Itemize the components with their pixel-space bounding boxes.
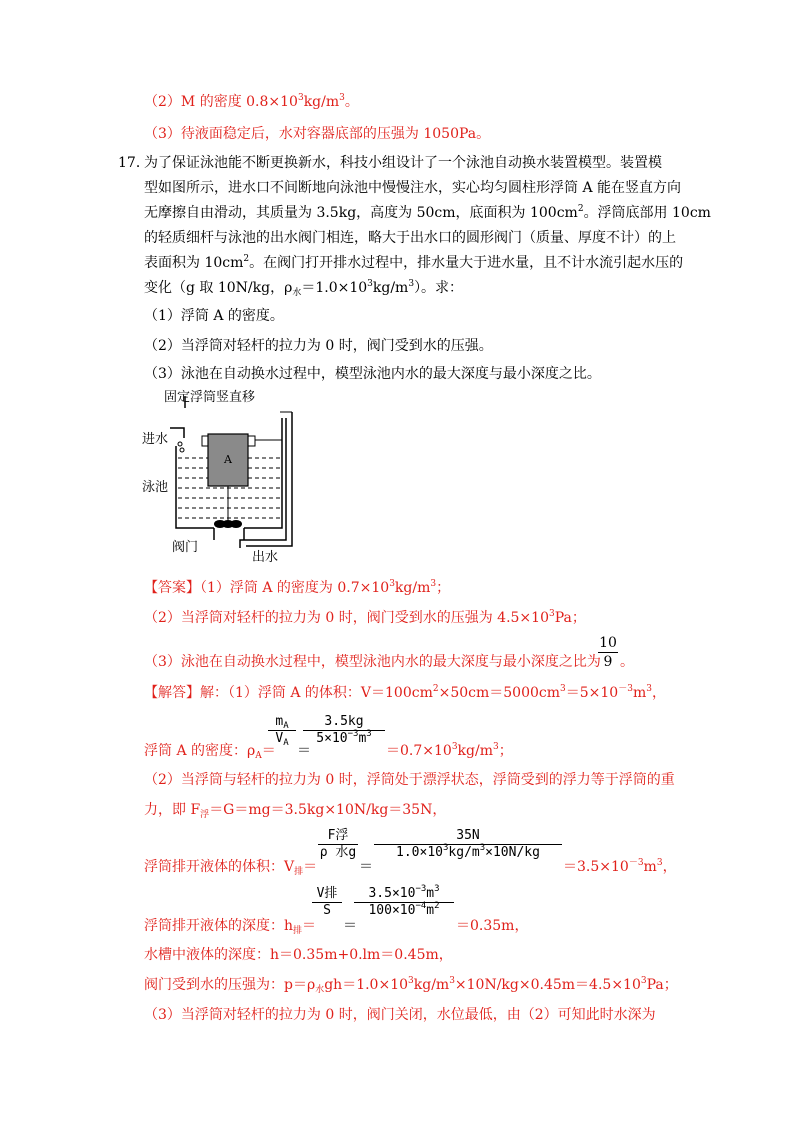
answer-2: （2）当浮筒对轻杆的拉力为 0 时，阀门受到水的压强为 $4.5\times 10^3Pa$； — [144, 609, 586, 626]
problem-line-1: 为了保证泳池能不断更换新水，科技小组设计了一个泳池自动换水装置模型。装置模 — [144, 155, 662, 171]
answer-1: 【答案】（1）浮筒 A 的密度为 $0.7\times 10^3kg/m^3$； — [144, 579, 451, 596]
diagram-label-float: A — [224, 453, 232, 466]
diagram-label-valve: 阀门 — [172, 540, 199, 555]
solution-5-label: 浮筒排开液体的深度：$h_排=$ — [144, 918, 317, 936]
answer-3-fraction: $\frac{10}{9}$ — [599, 635, 617, 670]
solution-2-fraction-1: $\frac{m_A}{V_A}$ — [268, 714, 296, 747]
solution-4-eq2: ＝ — [359, 859, 373, 875]
solution-4-fraction-2: $\frac{35N}{1.0\times 10^3kg/m^3\times 10N/kg}$ — [374, 828, 562, 861]
solution-7: 阀门受到水的压强为：$p=\rho_水gh=1.0\times 10^3kg/m^3\times 10N/kg\times 0.45m=4.5\times 10^3Pa$； — [144, 976, 678, 995]
diagram-label-pool: 泳池 — [142, 480, 169, 495]
solution-5-result: ＝0.35m， — [456, 918, 529, 934]
answer-tag: 【答案】 — [144, 580, 200, 596]
answer-3-end: 。 — [620, 654, 634, 670]
solution-4-label: 浮筒排开液体的体积：$V_排=$ — [144, 859, 318, 877]
solution-1: 【解答】解：（1）浮筒 A 的体积：$V=100cm^2\times 50cm=5000cm^3=5\times 10^{-3}m^3$， — [144, 684, 666, 701]
answer-3: （3）泳池在自动换水过程中，模型泳池内水的最大深度与最小深度之比为 — [144, 654, 601, 670]
prev-answer-3: （3）待液面稳定后，水对容器底部的压强为 1050Pa。 — [144, 126, 491, 142]
solution-5-eq2: ＝ — [343, 918, 357, 934]
solution-2-label: 浮筒 A 的密度：$\rho_A=$ — [144, 743, 276, 761]
question-1: （1）浮筒 A 的密度。 — [144, 308, 284, 324]
solution-6: 水槽中液体的深度：h＝0.35m+0.lm＝0.45m， — [144, 947, 453, 963]
problem-line-4: 的轻质细杆与泳池的出水阀门相连，略大于出水口的圆形阀门（质量、厚度不计）的上 — [144, 230, 676, 246]
prev-answer-2: （2）M 的密度 $0.8\times 10^3kg/m^3$。 — [144, 93, 359, 110]
solution-2-fraction-2: $\frac{3.5kg}{5\times 10^{-3}m^3}$ — [303, 714, 385, 747]
solution-4-fraction-1: F浮 ρ 水g — [319, 828, 357, 860]
solution-3b: 力，即 $F_浮=G=mg=3.5kg\times 10N/kg=35N$， — [144, 802, 447, 820]
problem-number: 17． — [118, 155, 150, 171]
problem-line-2: 型如图所示，进水口不间断地向泳池中慢慢注水，实心均匀圆柱形浮筒 A 能在竖直方向 — [144, 180, 682, 196]
solution-5-fraction-2: $\frac{3.5\times 10^{-3}m^3}{100\times 10^{-4}m^2}$ — [354, 886, 454, 919]
solution-tag: 【解答】 — [144, 685, 200, 701]
solution-3a: （2）当浮筒与轻杆的拉力为 0 时，浮筒处于漂浮状态，浮筒受到的浮力等于浮筒的重 — [144, 772, 675, 788]
problem-line-3: 无摩擦自由滑动，其质量为 3.5kg，高度为 50cm，底面积为 $100cm^2$。浮筒底部用 10cm — [144, 204, 711, 221]
problem-line-6: 变化（g 取 10N/kg，$\rho_水=1.0\times 10^3kg/m^3$）。求： — [144, 279, 464, 298]
solution-2-result: $=0.7\times 10^3kg/m^3$； — [386, 742, 513, 759]
solution-2-eq2: ＝ — [297, 743, 311, 759]
solution-8: （3）当浮筒对轻杆的拉力为 0 时，阀门关闭，水位最低，由（2）可知此时水深为 — [144, 1007, 656, 1023]
problem-line-5: 表面积为 $10cm^2$。在阀门打开排水过程中，排水量大于进水量，且不计水流引起水压的 — [144, 254, 684, 271]
pool-diagram — [140, 388, 300, 568]
question-3: （3）泳池在自动换水过程中，模型泳池内水的最大深度与最小深度之比。 — [144, 366, 601, 382]
solution-4-result: $=3.5\times 10^{-3}m^3$， — [563, 858, 677, 875]
diagram-label-top: 固定浮筒竖直移 — [164, 390, 256, 405]
question-2: （2）当浮筒对轻杆的拉力为 0 时，阀门受到水的压强。 — [144, 338, 493, 354]
solution-5-fraction-1: V排 S — [312, 886, 342, 919]
diagram-label-inlet: 进水 — [142, 432, 169, 447]
diagram-label-outlet: 出水 — [252, 550, 279, 565]
